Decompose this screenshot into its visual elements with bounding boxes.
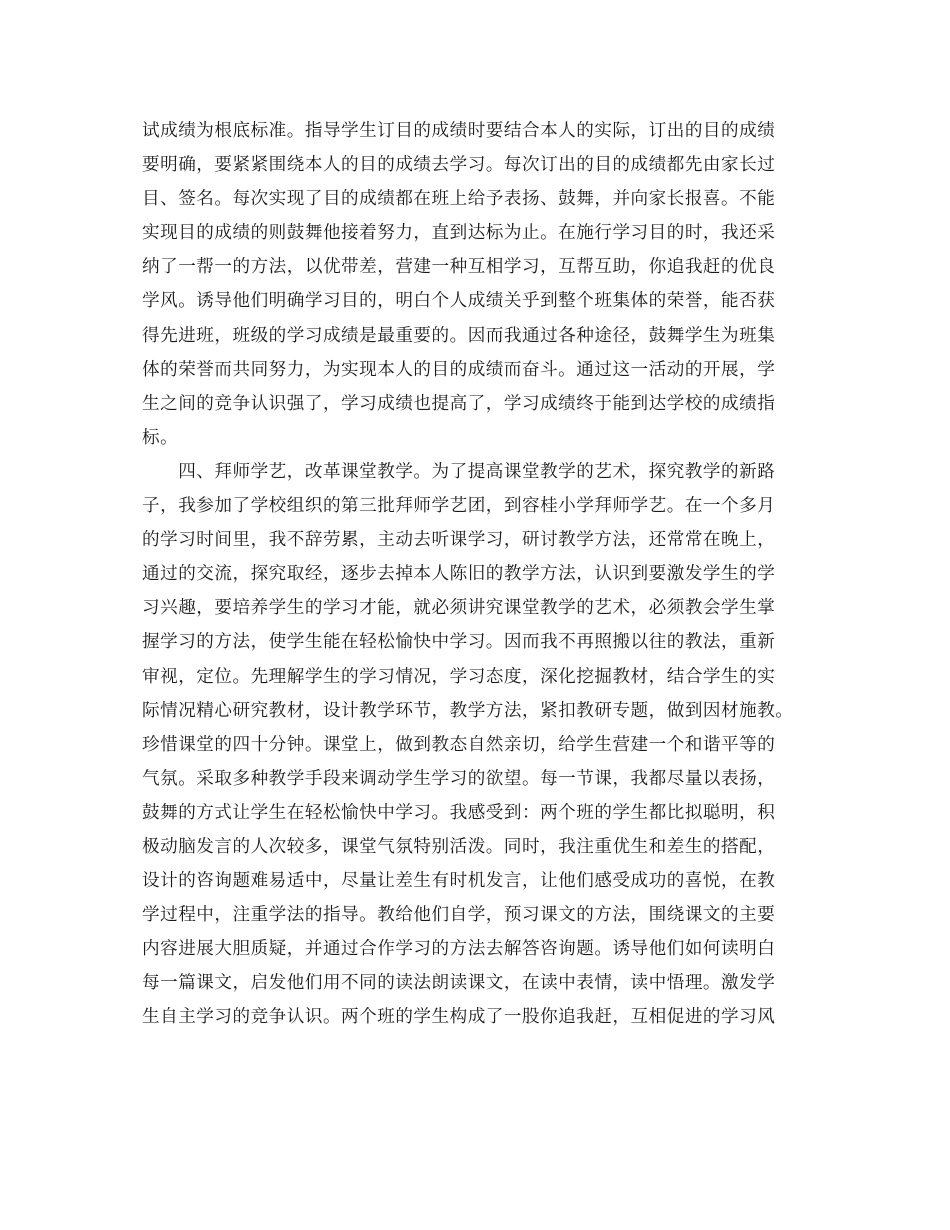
text-line: 每一篇课文，启发他们用不同的读法朗读课文，在读中表情，读中悟理。激发学	[142, 973, 776, 994]
text-line: 际情况精心研究教材，设计教学环节，教学方法，紧扣教研专题，做到因材施教。	[142, 700, 794, 721]
text-line: 要明确，要紧紧围绕本人的目的成绩去学习。每次订出的目的成绩都先由家长过	[142, 155, 776, 176]
text-line: 气氛。采取多种教学手段来调动学生学习的欲望。每一节课，我都尽量以表扬，	[142, 768, 776, 789]
text-line: 生自主学习的竞争认识。两个班的学生构成了一股你追我赶，互相促进的学习风	[142, 1007, 776, 1028]
text-line: 设计的咨询题难易适中，尽量让差生有时机发言，让他们感受成功的喜悦，在教	[142, 871, 776, 892]
text-line: 握学习的方法，使学生能在轻松愉快中学习。因而我不再照搬以往的教法，重新	[142, 632, 776, 653]
text-line: 实现目的成绩的则鼓舞他接着努力，直到达标为止。在施行学习目的时，我还采	[142, 223, 776, 244]
text-line: 得先进班，班级的学习成绩是最重要的。因而我通过各种途径，鼓舞学生为班集	[142, 325, 776, 346]
text-line: 极动脑发言的人次较多，课堂气氛特别活泼。同时，我注重优生和差生的搭配，	[142, 836, 776, 857]
text-line: 珍惜课堂的四十分钟。课堂上，做到教态自然亲切，给学生营建一个和谐平等的	[142, 734, 776, 755]
paragraph-2	[142, 455, 812, 1035]
text-line: 纳了一帮一的方法，以优带差，营建一种互相学习，互帮互助，你追我赶的优良	[142, 257, 776, 278]
text-line: 试成绩为根底标准。指导学生订目的成绩时要结合本人的实际，订出的目的成绩	[142, 121, 776, 141]
text-line: 目、签名。每次实现了目的成绩都在班上给予表扬、鼓舞，并向家长报喜。不能	[142, 189, 776, 210]
text-line: 四、拜师学艺，改革课堂教学。为了提高课堂教学的艺术，探究教学的新路	[142, 461, 776, 482]
paragraph-1	[142, 114, 812, 455]
text-line: 学过程中，注重学法的指导。教给他们自学，预习课文的方法，围绕课文的主要	[142, 905, 776, 926]
text-line: 的学习时间里，我不辞劳累，主动去听课学习，研讨教学方法，还常常在晚上，	[142, 530, 776, 551]
body-text	[142, 114, 812, 1035]
text-line: 体的荣誉而共同努力，为实现本人的目的成绩而奋斗。通过这一活动的开展，学	[142, 359, 776, 380]
text-line: 标。	[142, 427, 179, 448]
text-line: 内容进展大胆质疑，并通过合作学习的方法去解答咨询题。诱导他们如何读明白	[142, 939, 776, 960]
text-line: 生之间的竞争认识强了，学习成绩也提高了，学习成绩终于能到达学校的成绩指	[142, 393, 776, 414]
text-line: 鼓舞的方式让学生在轻松愉快中学习。我感受到：两个班的学生都比拟聪明，积	[142, 802, 776, 823]
text-line: 习兴趣，要培养学生的学习才能，就必须讲究课堂教学的艺术，必须教会学生掌	[142, 598, 776, 619]
text-line: 学风。诱导他们明确学习目的，明白个人成绩关乎到整个班集体的荣誉，能否获	[142, 291, 776, 312]
text-line: 通过的交流，探究取经，逐步去掉本人陈旧的教学方法，认识到要激发学生的学	[142, 564, 776, 585]
text-line: 审视，定位。先理解学生的学习情况，学习态度，深化挖掘教材，结合学生的实	[142, 666, 776, 687]
text-line: 子，我参加了学校组织的第三批拜师学艺团，到容桂小学拜师学艺。在一个多月	[142, 496, 776, 517]
